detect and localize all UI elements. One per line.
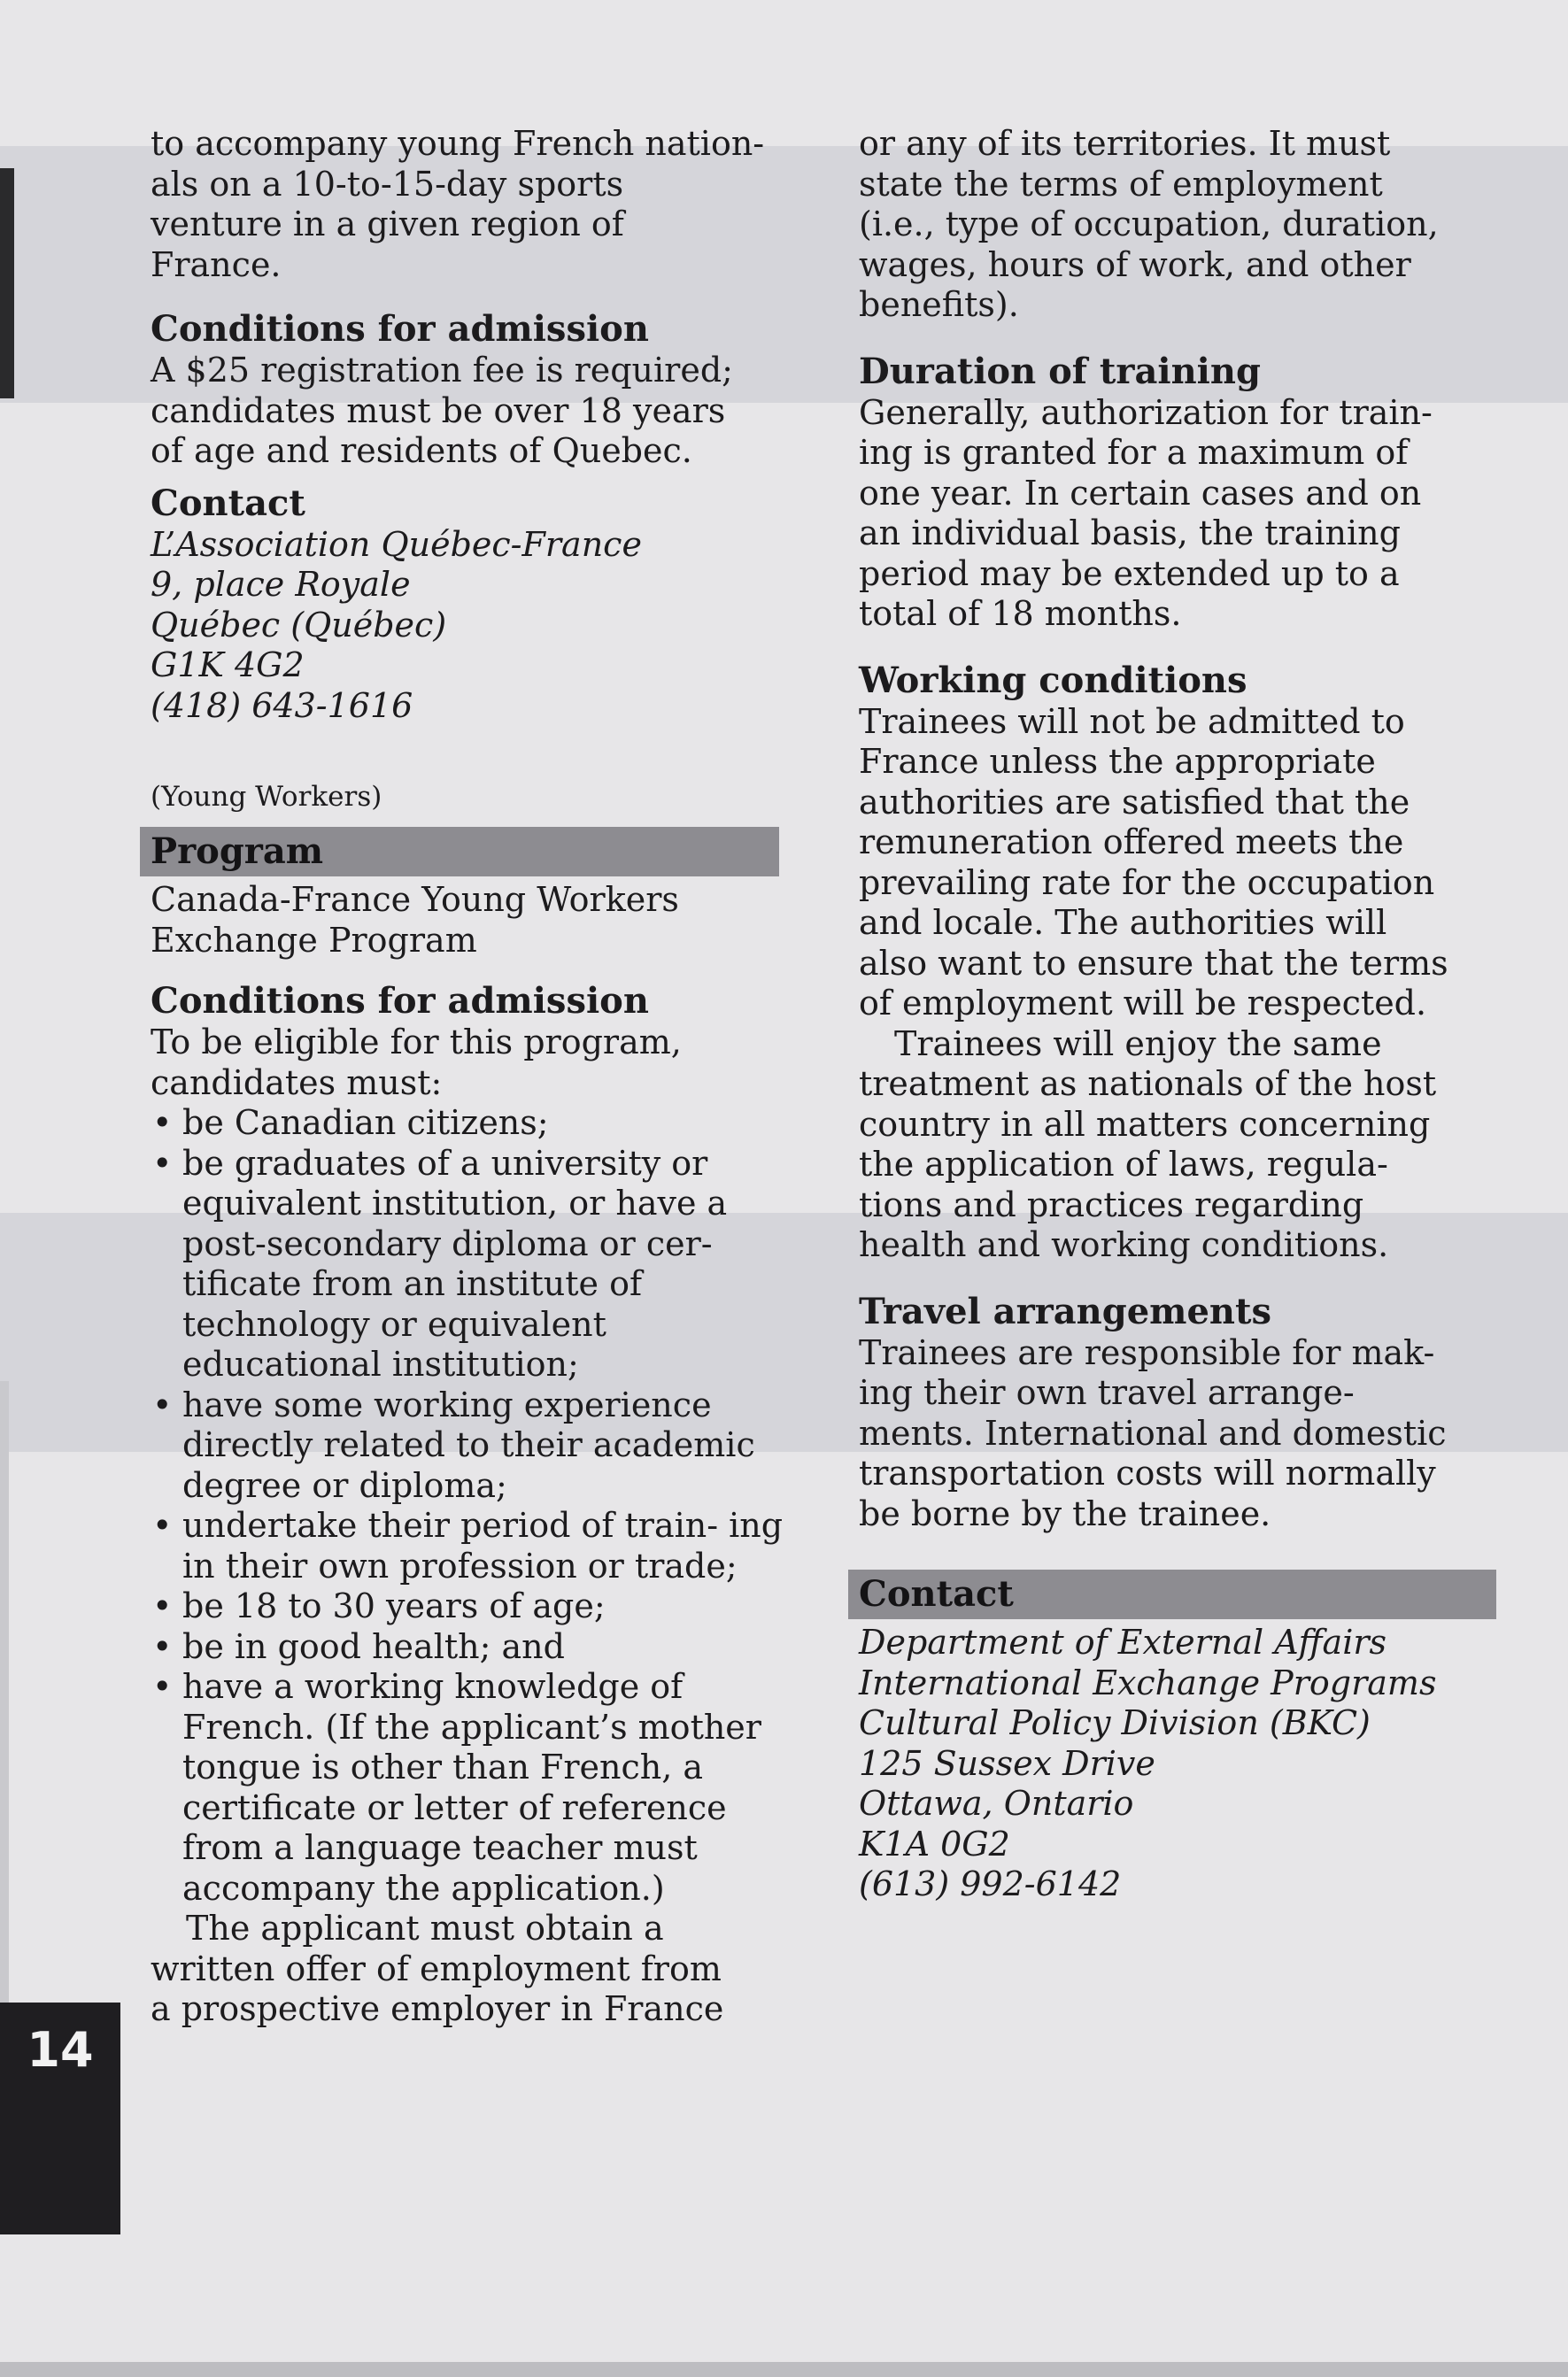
address-line: 125 Sussex Drive — [859, 1743, 1155, 1783]
text-line: Trainees will enjoy the same — [894, 1023, 1382, 1063]
eligibility-intro — [151, 1023, 806, 1103]
text-line: to accompany young French nation- — [151, 124, 765, 163]
text-line: be borne by the trainee. — [859, 1493, 1271, 1533]
text-line: of employment will be respected. — [859, 984, 1427, 1023]
program-heading-bar: Program — [140, 827, 779, 876]
left-column — [151, 124, 806, 2030]
program-name — [151, 880, 806, 961]
text-line: authorities are satisfied that the — [859, 782, 1410, 822]
text-line: and locale. The authorities will — [859, 903, 1387, 942]
text-line: health and working conditions. — [859, 1225, 1389, 1264]
conditions-heading: Conditions for admission — [151, 308, 649, 350]
address-line: L’Association Québec-France — [151, 524, 642, 564]
address-line: (418) 643-1616 — [151, 685, 413, 725]
eligibility-list — [151, 1103, 806, 1909]
text-line: transportation costs will normally — [859, 1454, 1436, 1493]
text-line: of age and residents of Quebec. — [151, 431, 692, 470]
text-line: Generally, authorization for train- — [859, 392, 1433, 432]
list-item: • be in good health; and — [151, 1627, 806, 1668]
address-line: Ottawa, Ontario — [859, 1784, 1134, 1823]
address-line: 9, place Royale — [151, 565, 411, 604]
text-line: ments. International and domestic — [859, 1413, 1447, 1453]
continuation-paragraph — [859, 124, 1496, 326]
page-bottom-edge — [0, 2362, 1568, 2377]
text-line: benefits). — [859, 285, 1019, 324]
text-line: state the terms of employment — [859, 164, 1383, 204]
address-line: Department of External Affairs — [859, 1623, 1387, 1662]
contact-address — [151, 525, 806, 727]
duration-heading: Duration of training — [859, 350, 1261, 392]
conditions-paragraph — [151, 351, 806, 472]
text-line: candidates must be over 18 years — [151, 390, 726, 430]
text-line: Trainees will not be admitted to — [859, 701, 1405, 741]
address-line: (613) 992-6142 — [859, 1864, 1122, 1903]
text-line: ing their own travel arrange- — [859, 1373, 1355, 1412]
text-line: also want to ensure that the terms — [859, 943, 1448, 983]
text-line: To be eligible for this program, — [151, 1023, 682, 1061]
right-column — [859, 124, 1496, 1905]
text-line: wages, hours of work, and other — [859, 244, 1411, 284]
text-line: France unless the appropriate — [859, 742, 1376, 781]
section-label: (Young Workers) — [151, 781, 382, 813]
page-number-text: 14 — [27, 2022, 94, 2078]
text-line: country in all matters concerning — [859, 1104, 1431, 1144]
text-line: total of 18 months. — [859, 594, 1182, 633]
duration-paragraph — [859, 393, 1496, 635]
closing-paragraph — [151, 1909, 806, 2030]
text-line: A $25 registration fee is required; — [151, 351, 733, 390]
text-line: als on a 10-to-15-day sports — [151, 164, 624, 204]
working-conditions-paragraph — [859, 702, 1496, 1024]
text-line: one year. In certain cases and on — [859, 473, 1422, 513]
contact-heading-bar: Contact — [848, 1570, 1496, 1619]
page-number — [0, 2003, 120, 2234]
text-line: remuneration offered meets the — [859, 822, 1404, 861]
text-line: an individual basis, the training — [859, 513, 1401, 552]
list-item: • have a working knowledge of French. (If the applicant’s mother tongue is other than French, a certificate or letter of reference from a language teacher must accompany the application.) — [151, 1667, 806, 1909]
text-line: the application of laws, regula- — [859, 1145, 1388, 1184]
text-line: Trainees are responsible for mak- — [859, 1332, 1435, 1372]
address-line: International Exchange Programs — [859, 1663, 1437, 1702]
text-line: tions and practices regarding — [859, 1185, 1364, 1224]
address-line: G1K 4G2 — [151, 645, 305, 684]
text-line: or any of its territories. It must — [859, 124, 1391, 163]
list-item: • be 18 to 30 years of age; — [151, 1586, 806, 1627]
page-edge-tab — [0, 168, 14, 398]
conditions-heading: Conditions for admission — [151, 980, 649, 1022]
text-line: The applicant must obtain a — [186, 1909, 664, 1948]
text-line: venture in a given region of — [151, 205, 624, 243]
address-line: Cultural Policy Division (BKC) — [859, 1703, 1371, 1742]
travel-heading: Travel arrangements — [859, 1290, 1271, 1332]
intro-paragraph — [151, 124, 806, 285]
list-item: • be Canadian citizens; — [151, 1103, 806, 1144]
list-item: • undertake their period of train- ing in their own profession or trade; — [151, 1506, 806, 1586]
text-line: Canada-France Young Workers — [151, 880, 679, 919]
text-line: France. — [151, 244, 282, 284]
text-line: Exchange Program — [151, 920, 477, 960]
text-line: a prospective employer in France — [151, 1989, 724, 2028]
working-conditions-heading: Working conditions — [859, 659, 1247, 701]
list-item: • have some working experience directly related to their academic degree or diploma; — [151, 1385, 806, 1507]
list-item: • be graduates of a university or equivalent institution, or have a post-secondary diploma or cer- tificate from an institute of technology or equivalent educational institution; — [151, 1144, 806, 1385]
text-line: candidates must: — [151, 1062, 443, 1102]
address-line: K1A 0G2 — [859, 1824, 1010, 1864]
text-line: treatment as nationals of the host — [859, 1064, 1437, 1103]
text-line: ing is granted for a maximum of — [859, 433, 1409, 472]
travel-paragraph — [859, 1333, 1496, 1535]
text-line: (i.e., type of occupation, duration, — [859, 205, 1439, 243]
text-line: period may be extended up to a — [859, 553, 1400, 593]
address-line: Québec (Québec) — [151, 605, 447, 644]
text-line: prevailing rate for the occupation — [859, 862, 1435, 902]
contact-address — [859, 1623, 1496, 1905]
text-line: written offer of employment from — [151, 1949, 722, 1988]
contact-heading: Contact — [151, 482, 305, 524]
working-conditions-paragraph-2 — [859, 1024, 1496, 1266]
